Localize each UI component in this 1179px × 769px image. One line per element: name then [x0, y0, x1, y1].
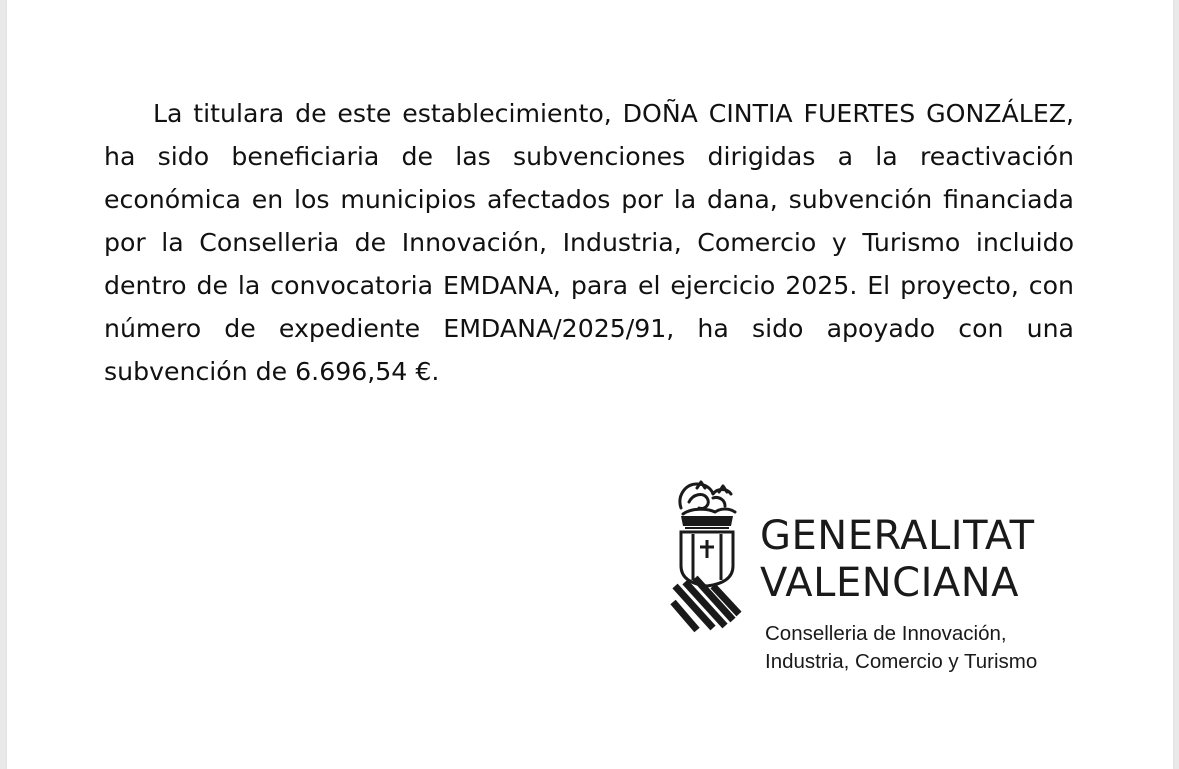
department-line-2: Industria, Comercio y Turismo — [765, 650, 1038, 673]
logo-line-valenciana: VALENCIANA — [760, 560, 1020, 606]
generalitat-valenciana-logo — [667, 478, 1087, 678]
subsidy-notice-paragraph: La titulara de este establecimiento, DOÑA CINTIA FUERTES GONZÁLEZ, ha sido beneficiaria de las subvenciones dirigidas a la reactivación económica en los municipios afectados por la dana, subvención financiada por la Conselleria de Innovación, Industria, Comercio y Turismo incluido dentro de la convocatoria EMDANA, para el ejercicio 2025. El proyecto, con número de expediente EMDANA/2025/91, ha sido apoyado con una subvención de 6.696,54 €. — [104, 99, 1074, 386]
department-name — [765, 620, 1037, 676]
department-line-1: Conselleria de Innovación, — [765, 622, 1007, 645]
logo-line-generalitat: GENERALITAT — [760, 513, 1035, 559]
document-page — [7, 0, 1173, 769]
generalitat-valenciana-emblem-icon — [667, 478, 747, 643]
